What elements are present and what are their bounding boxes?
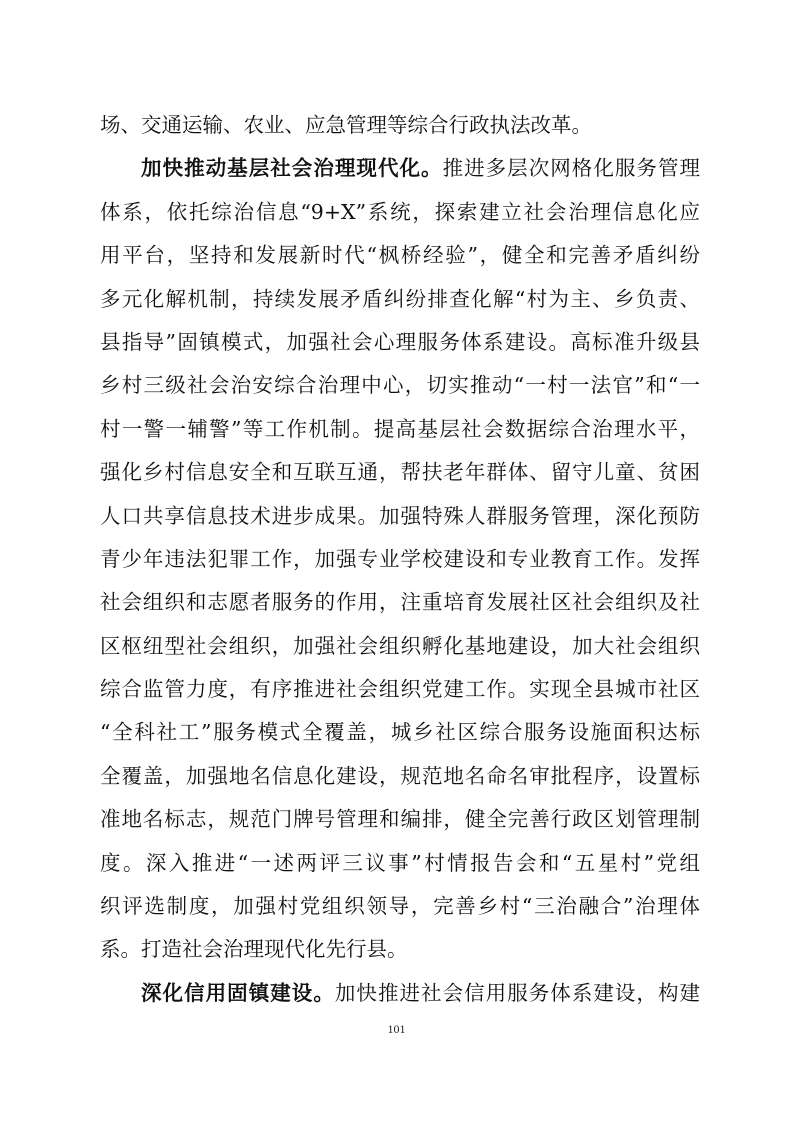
text-line: 县指导”固镇模式，加强社会心理服务体系建设。高标准升级县 — [100, 329, 700, 354]
text-line: 乡村三级社会治安综合治理中心，切实推动“一村一法官”和“一 — [100, 373, 700, 398]
text-line: 多元化解机制，持续发展矛盾纠纷排查化解“村为主、乡负责、 — [100, 286, 700, 311]
text-line — [100, 972, 700, 1015]
text-line: 用平台，坚持和发展新时代“枫桥经验”，健全和完善矛盾纠纷 — [100, 243, 700, 268]
text-line — [100, 147, 700, 190]
body-text — [100, 104, 700, 1015]
text-line: 人口共享信息技术进步成果。加强特殊人群服务管理，深化预防 — [100, 503, 700, 528]
text-line: 社会组织和志愿者服务的作用，注重培育发展社区社会组织及社 — [100, 590, 700, 615]
text-line: 度。深入推进“一述两评三议事”村情报告会和“五星村”党组 — [100, 850, 700, 875]
line-text: 推进多层次网格化服务管理 — [442, 156, 700, 181]
text-line: 织评选制度，加强村党组织领导，完善乡村“三治融合”治理体 — [100, 894, 700, 919]
section-heading: 加快推动基层社会治理现代化。 — [141, 156, 443, 181]
text-line: 准地名标志，规范门牌号管理和编排，健全完善行政区划管理制 — [100, 807, 700, 832]
text-line: 区枢纽型社会组织，加强社会组织孵化基地建设，加大社会组织 — [100, 633, 700, 658]
text-line: 体系，依托综治信息“9+X”系统，探索建立社会治理信息化应 — [100, 199, 700, 224]
text-line: 全覆盖，加强地名信息化建设，规范地名命名审批程序，设置标 — [100, 763, 700, 788]
page-number: 101 — [387, 1022, 406, 1036]
text-line: 青少年违法犯罪工作，加强专业学校建设和专业教育工作。发挥 — [100, 546, 700, 571]
text-line: 强化乡村信息安全和互联互通，帮扶老年群体、留守儿童、贫困 — [100, 460, 700, 485]
text-line: “全科社工”服务模式全覆盖，城乡社区综合服务设施面积达标 — [100, 720, 700, 745]
line-text: 加快推进社会信用服务体系建设，构建 — [334, 980, 700, 1005]
text-line: 场、交通运输、农业、应急管理等综合行政执法改革。 — [100, 113, 592, 137]
section-heading: 深化信用固镇建设。 — [141, 980, 335, 1005]
text-line: 系。打造社会治理现代化先行县。 — [100, 937, 408, 962]
text-line: 村一警一辅警”等工作机制。提高基层社会数据综合治理水平， — [100, 416, 700, 441]
text-line: 综合监管力度，有序推进社会组织党建工作。实现全县城市社区 — [100, 677, 700, 702]
